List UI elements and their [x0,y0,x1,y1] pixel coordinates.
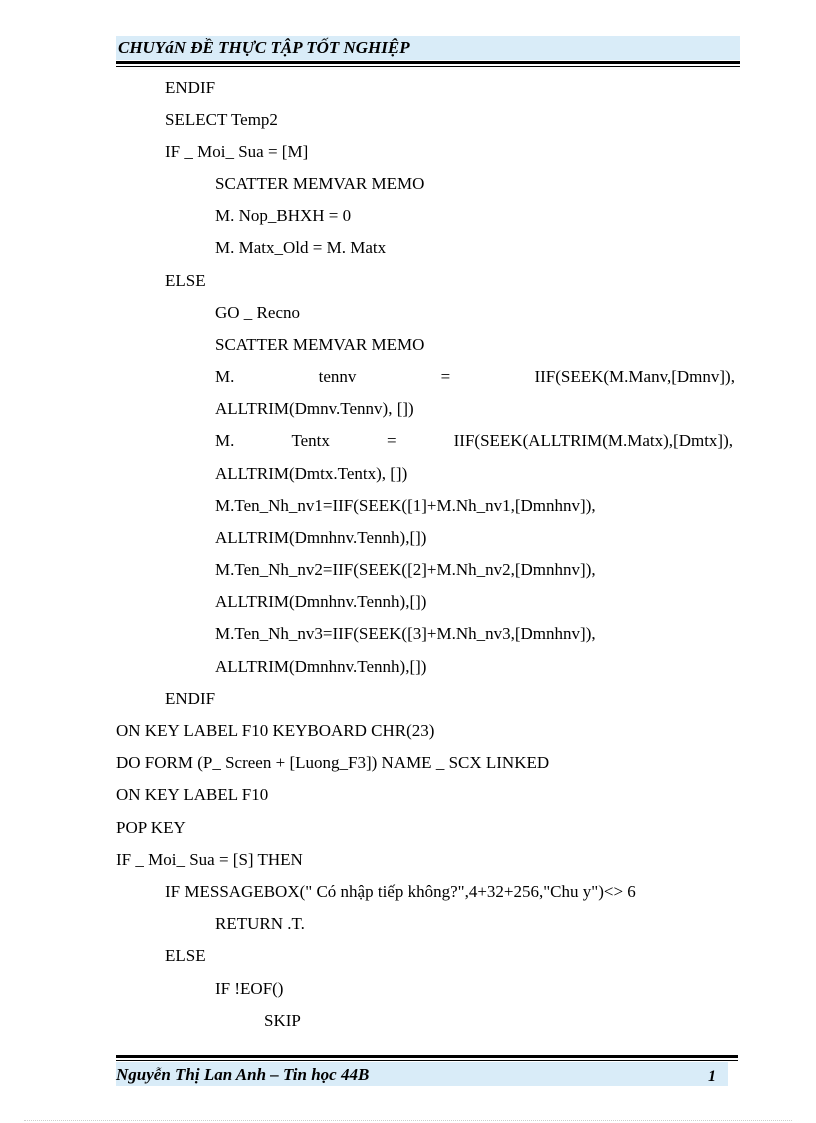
code-line: M.Ten_Nh_nv1=IIF(SEEK([1]+M.Nh_nv1,[Dmnhnv]), [215,496,596,515]
page-number: 1 [708,1068,716,1085]
code-line: ALLTRIM(Dmnv.Tennv), []) [215,399,414,418]
code-line: POP KEY [116,818,186,837]
code-line: ALLTRIM(Dmnhnv.Tennh),[]) [215,657,427,676]
code-line: IF MESSAGEBOX(" Có nhập tiếp không?",4+32+256,"Chu y")<> 6 [165,882,636,901]
page-divider [24,1120,792,1121]
header-title: CHUYáN ĐỀ THỰC TẬP TỐT NGHIỆP [118,38,410,57]
code-line: ELSE [165,271,206,290]
page-footer [116,1062,728,1086]
code-token: M. [215,367,235,386]
code-line: ALLTRIM(Dmnhnv.Tennh),[]) [215,592,427,611]
code-line: ELSE [165,946,206,965]
code-line: IF _ Moi_ Sua = [S] THEN [116,850,303,869]
code-line: IF !EOF() [215,979,284,998]
code-line: M. Matx_Old = M. Matx [215,238,387,257]
code-token: IIF(SEEK(ALLTRIM(M.Matx),[Dmtx]), [453,431,733,450]
footer-rule [116,1055,738,1058]
code-token: = [440,367,451,386]
code-token: Tentx [291,431,330,450]
code-line: ALLTRIM(Dmtx.Tentx), []) [215,464,408,483]
code-line: ON KEY LABEL F10 KEYBOARD CHR(23) [116,721,435,740]
header-rule-thin [116,66,740,67]
code-line: SELECT Temp2 [165,110,278,129]
code-line: SCATTER MEMVAR MEMO [215,174,425,193]
code-token: tennv [318,367,357,386]
code-line: RETURN .T. [215,914,305,933]
code-line: M.Ten_Nh_nv2=IIF(SEEK([2]+M.Nh_nv2,[Dmnhnv]), [215,560,596,579]
code-line: ENDIF [165,78,216,97]
code-line: DO FORM (P_ Screen + [Luong_F3]) NAME _ SCX LINKED [116,753,550,772]
code-line: IF _ Moi_ Sua = [M] [165,142,309,161]
code-line: GO _ Recno [215,303,300,322]
footer-author: Nguyễn Thị Lan Anh – Tin học 44B [116,1065,370,1084]
code-line: ENDIF [165,689,216,708]
header-rule [116,61,740,64]
code-line: M. Nop_BHXH = 0 [215,206,352,225]
footer-rule-thin [116,1060,738,1061]
code-token: M. [215,431,235,450]
code-token: IIF(SEEK(M.Manv,[Dmnv]), [534,367,735,386]
code-line: SKIP [264,1011,301,1030]
code-line: SCATTER MEMVAR MEMO [215,335,425,354]
code-line-justified [215,431,733,451]
code-token: = [386,431,397,450]
code-line: ON KEY LABEL F10 [116,785,269,804]
page-header [116,36,740,60]
code-line: M.Ten_Nh_nv3=IIF(SEEK([3]+M.Nh_nv3,[Dmnhnv]), [215,624,596,643]
code-line: ALLTRIM(Dmnhnv.Tennh),[]) [215,528,427,547]
code-line-justified [215,367,735,387]
